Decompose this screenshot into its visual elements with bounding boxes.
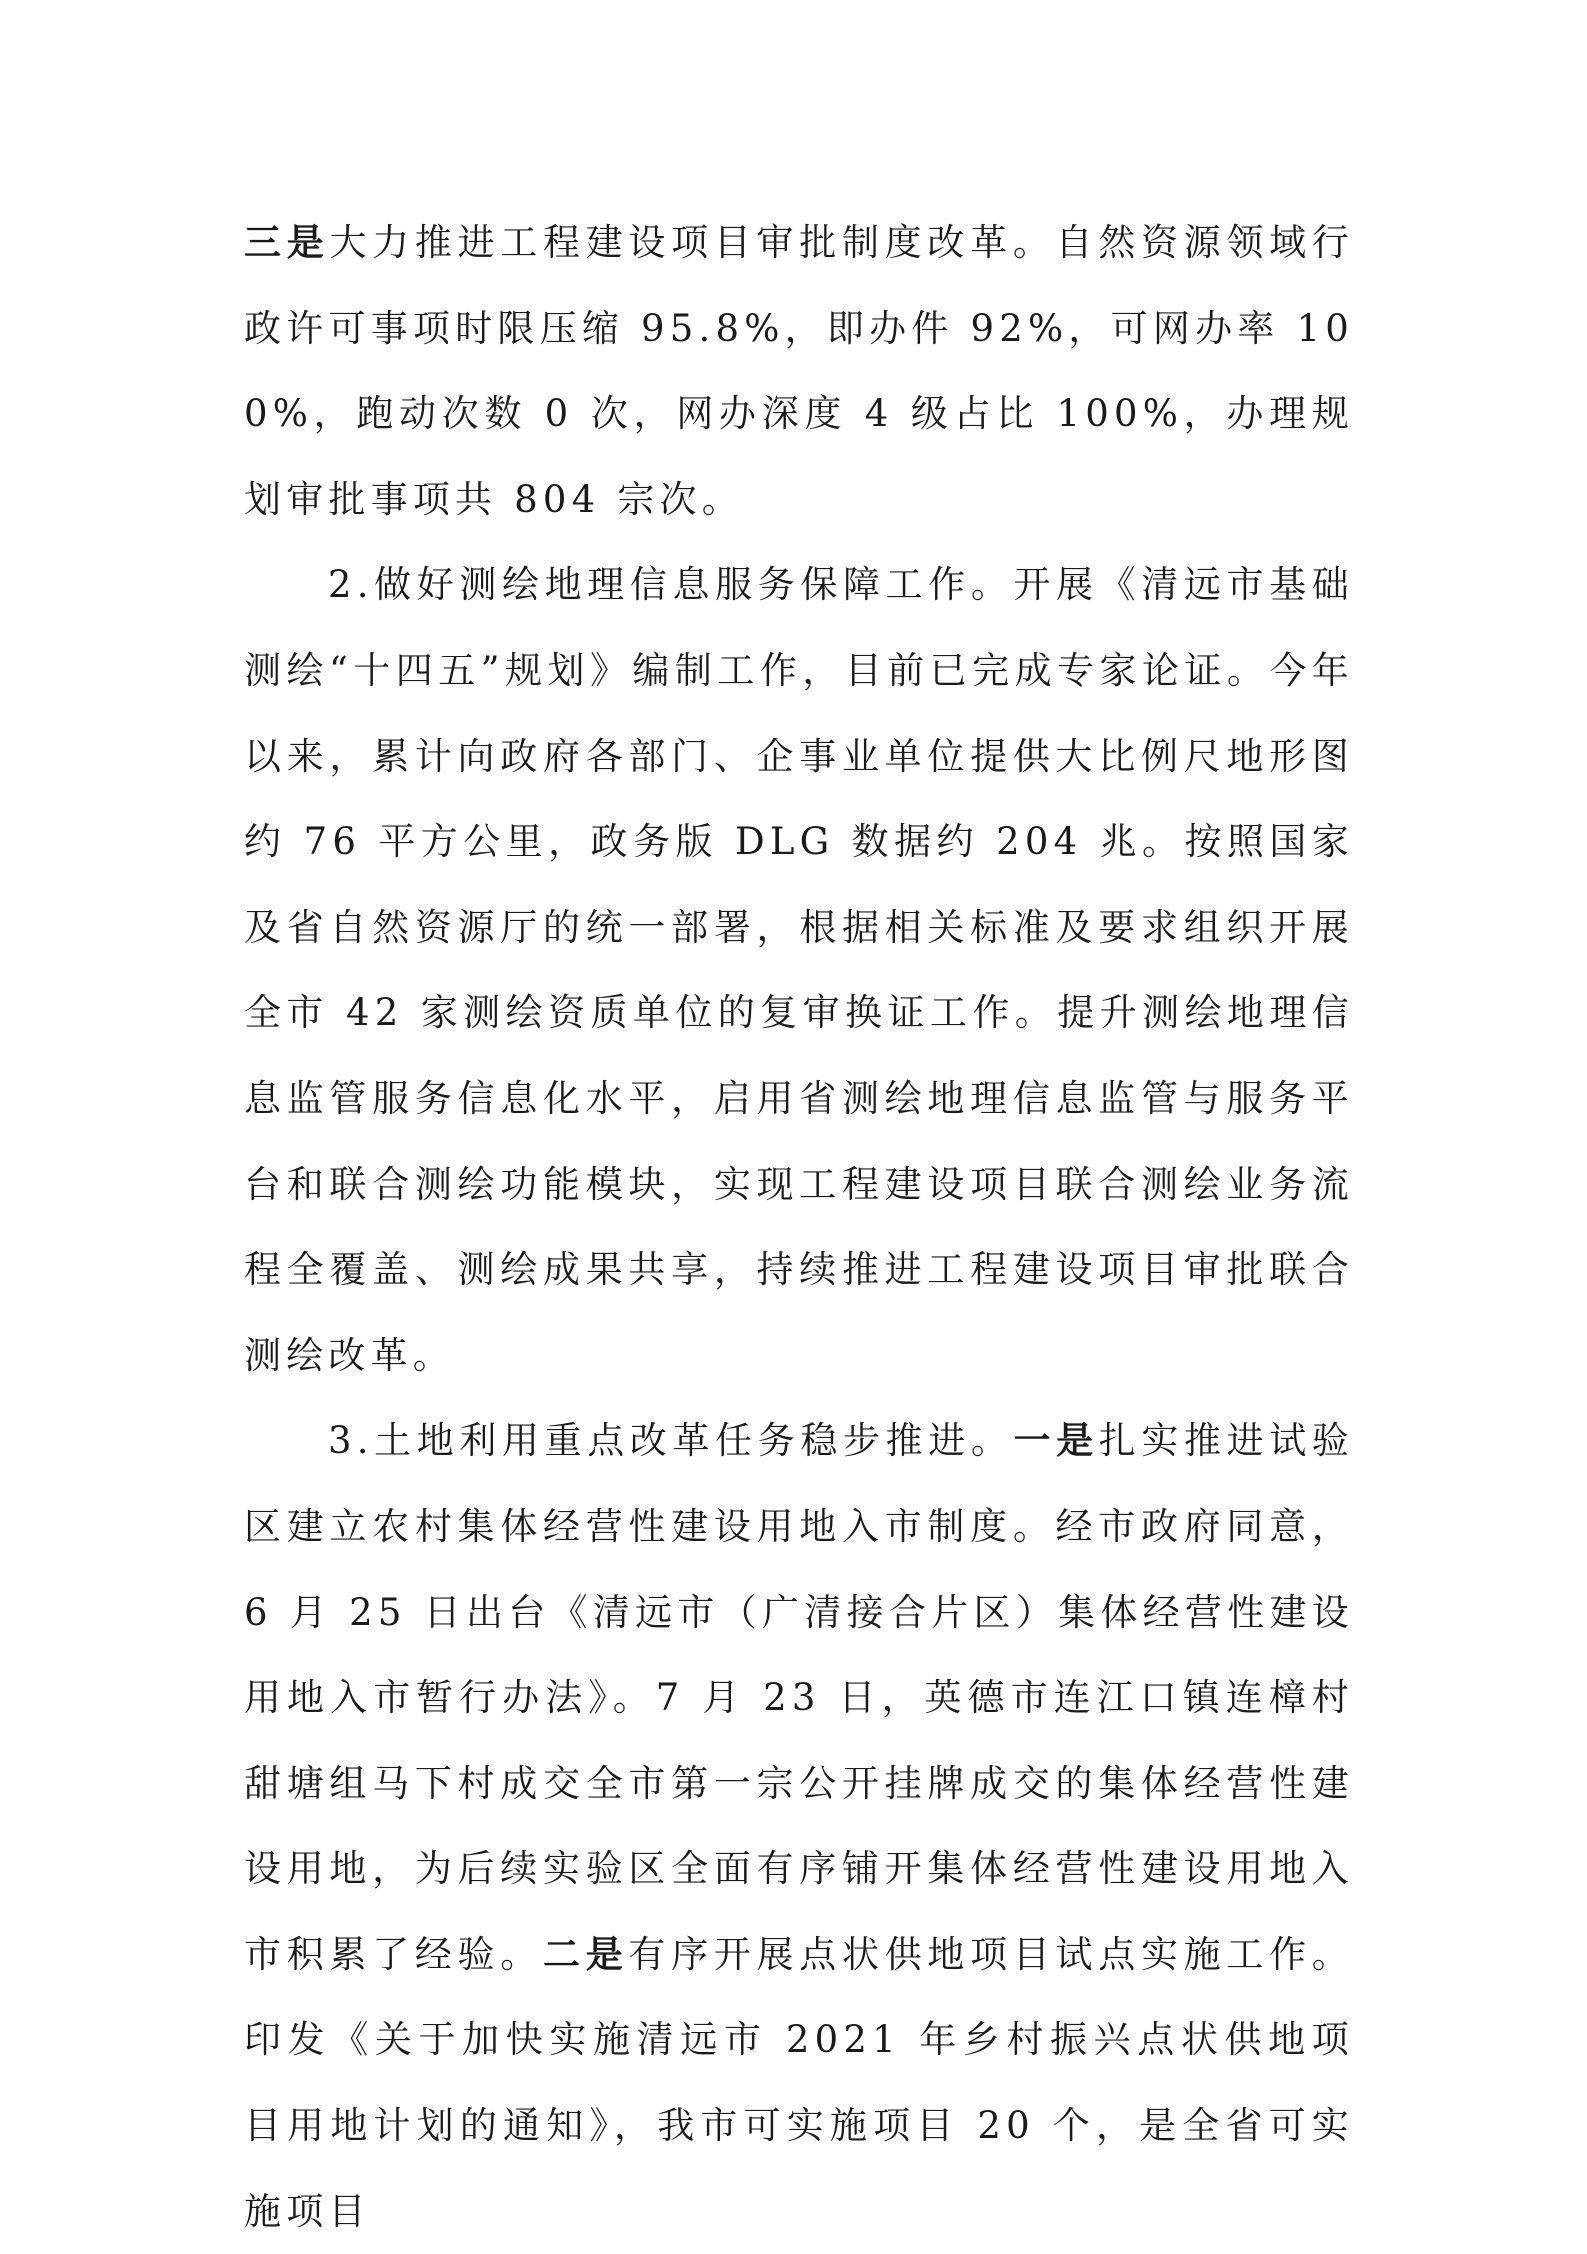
paragraph-surveying-mapping bbox=[244, 542, 1354, 1398]
paragraph-land-use-reform bbox=[244, 1398, 1354, 2254]
paragraph-lead-sanshi: 三是 bbox=[244, 220, 330, 264]
document-body bbox=[244, 200, 1354, 2254]
paragraph-lead-yishi: 一是 bbox=[1013, 1418, 1099, 1463]
paragraph-text: 扎实推进试验区建立农村集体经营性建设用地入市制度。经市政府同意，6 月 25 日出台《清远市（广清接合片区）集体经营性建设用地入市暂行办法》。7 月 23 日，英德市连江口镇连樟村甜塘组马下村成交全市第一宗公开挂牌成交的集体经营性建设用地，为后续实验区全面有序铺开集体经营性建设用地入市积累了经验。 bbox=[244, 1419, 1355, 1976]
paragraph-text: 2.做好测绘地理信息服务保障工作。开展《清远市基础测绘“十四五”规划》编制工作，目前已完成专家论证。今年以来，累计向政府各部门、企事业单位提供大比例尺地形图约 76 平方公里，政务版 DLG 数据约 204 兆。按照国家及省自然资源厅的统一部署，根据相关标准及要求组织开展全市 42 家测绘资质单位的复审换证工作。提升测绘地理信息监管服务信息化水平，启用省测绘地理信息监管与服务平台和联合测绘功能模块，实现工程建设项目联合测绘业务流程全覆盖、测绘成果共享，持续推进工程建设项目审批联合测绘改革。 bbox=[244, 563, 1354, 1377]
paragraph-approval-reform bbox=[244, 200, 1354, 542]
paragraph-lead-ershi: 二是 bbox=[542, 1931, 629, 1976]
paragraph-text: 3.土地利用重点改革任务稳步推进。 bbox=[328, 1419, 1014, 1463]
paragraph-text: 有序开展点状供地项目试点实施工作。印发《关于加快实施清远市 2021 年乡村振兴点状供地项目用地计划的通知》，我市可实施项目 20 个，是全省可实施项目 bbox=[244, 1932, 1355, 2233]
paragraph-text: 大力推进工程建设项目审批制度改革。自然资源领域行政许可事项时限压缩 95.8%，即办件 92%，可网办率 100%，跑动次数 0 次，网办深度 4 级占比 100%，办理规划审批事项共 804 宗次。 bbox=[244, 221, 1354, 521]
